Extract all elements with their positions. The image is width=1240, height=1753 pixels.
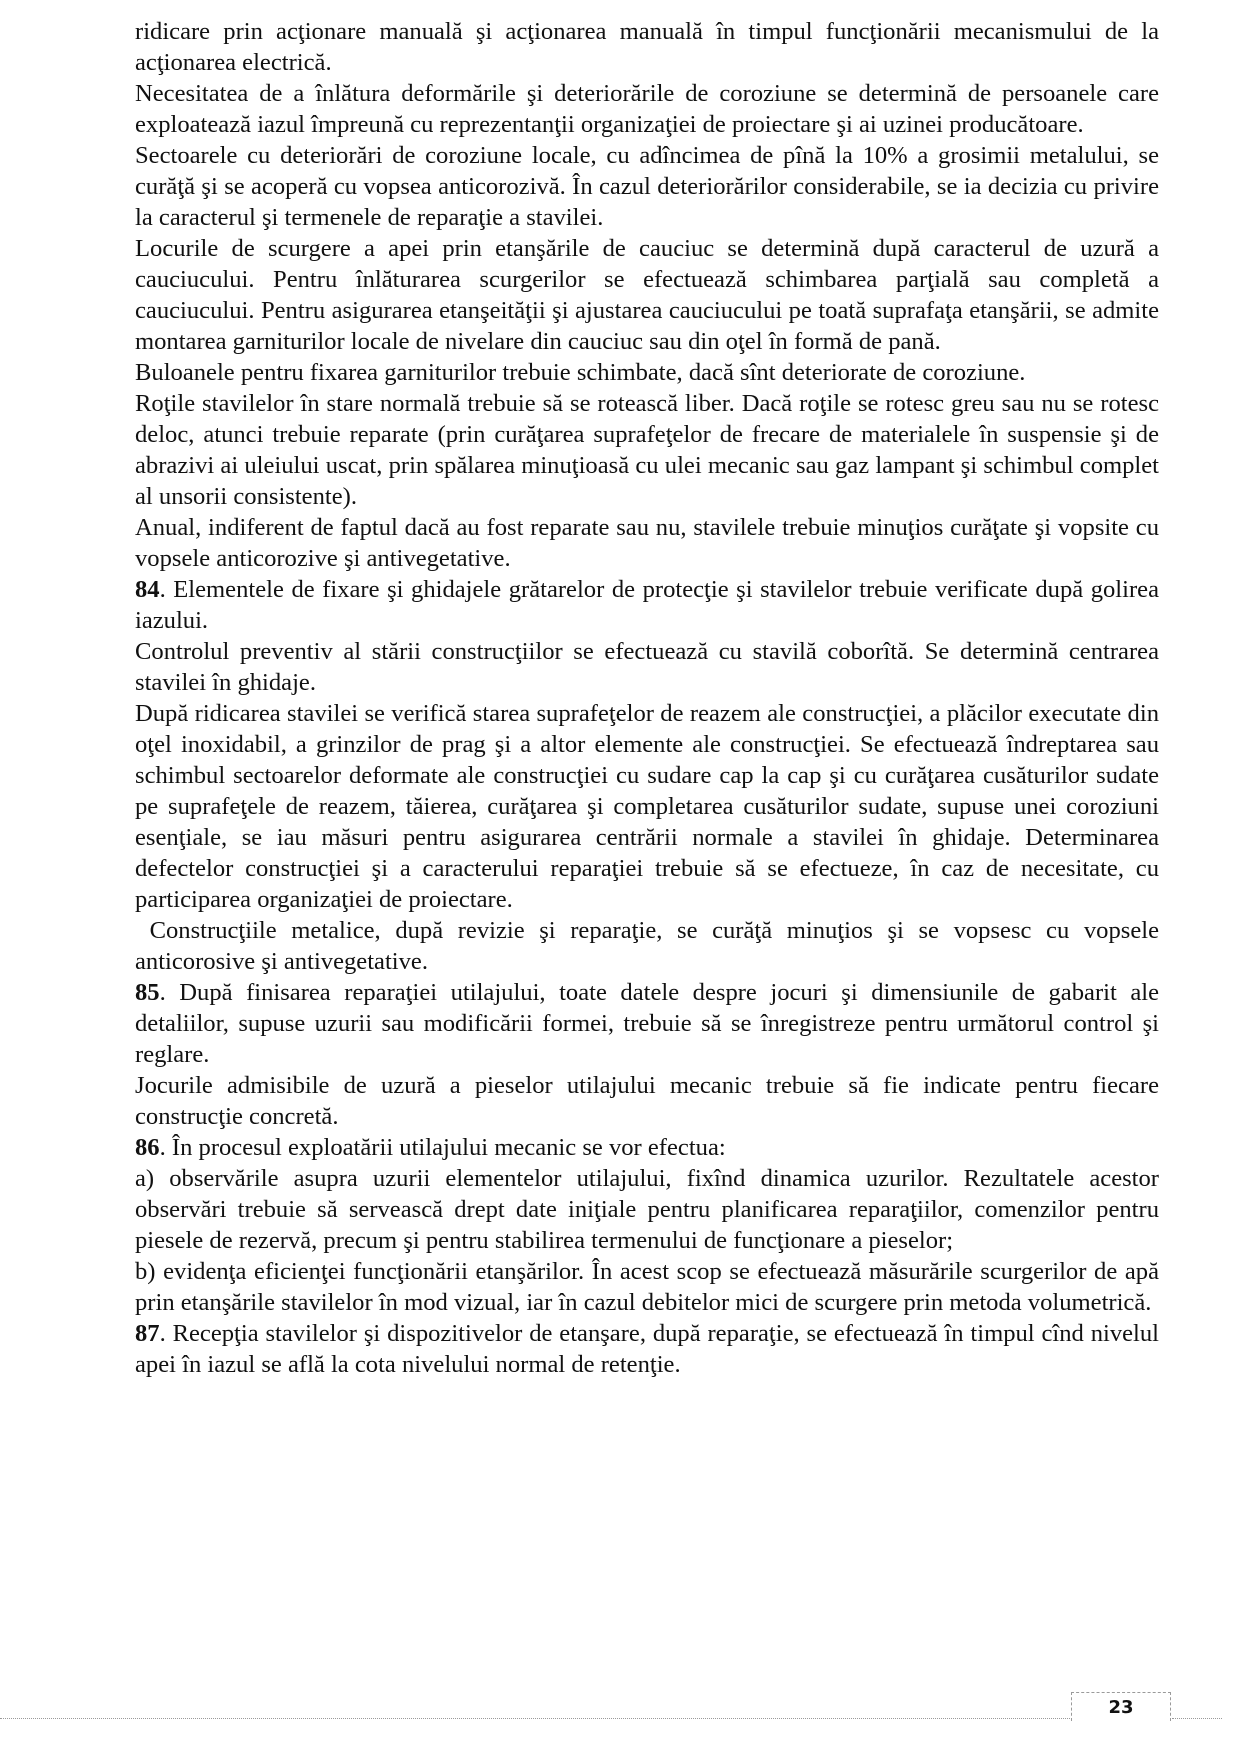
paragraph <box>135 140 1159 233</box>
paragraph <box>135 1163 1159 1256</box>
numbered-paragraph <box>135 574 1159 636</box>
paragraph-text: . Recepţia stavilelor şi dispozitivelor de etanşare, după reparaţie, se efectuează în timpul cînd nivelul apei în iazul se află la cota nivelului normal de retenţie. <box>135 1320 1159 1378</box>
paragraph-text: ridicare prin acţionare manuală şi acţionarea manuală în timpul funcţionării mecanismului de la acţionarea electrică. <box>135 18 1159 76</box>
paragraph-text: . Elementele de fixare şi ghidajele grătarelor de protecţie şi stavilelor trebuie verificate după golirea iazului. <box>135 576 1159 634</box>
paragraph-text: Sectoarele cu deteriorări de coroziune locale, cu adîncimea de pînă la 10% a grosimii metalului, se curăţă şi se acoperă cu vopsea anticorozivă. În cazul deteriorărilor considerabile, se ia decizia cu privire la caracterul şi termenele de reparaţie a stavilei. <box>135 142 1159 231</box>
paragraph <box>135 16 1159 78</box>
paragraph <box>135 698 1159 915</box>
paragraph-text: Jocurile admisibile de uzură a pieselor utilajului mecanic trebuie să fie indicate pentru fiecare construcţie concretă. <box>135 1072 1159 1130</box>
footer-dotted-rule-right <box>1172 1718 1222 1719</box>
paragraph-text: . După finisarea reparaţiei utilajului, toate datele despre jocuri şi dimensiunile de gabarit ale detaliilor, supuse uzurii sau modificării formei, trebuie să se înregistreze pentru următorul control şi reglare. <box>135 979 1159 1068</box>
paragraph-text: Necesitatea de a înlătura deformările şi deteriorările de coroziune se determină de persoanele care exploatează iazul împreună cu reprezentanţii organizaţiei de proiectare şi ai uzinei producătoare. <box>135 80 1159 138</box>
paragraph <box>135 1070 1159 1132</box>
paragraph-text: Locurile de scurgere a apei prin etanşările de cauciuc se determină după caracterul de uzură a cauciucului. Pentru înlăturarea scurgerilor se efectuează schimbarea parţială sau completă a cauciucului. Pentru asigurarea etanşeităţii şi ajustarea cauciucului pe toată suprafaţa etanşării, se admite montarea garniturilor locale de nivelare din cauciuc sau din oţel în formă de pană. <box>135 235 1159 355</box>
numbered-paragraph <box>135 1318 1159 1380</box>
paragraph-text: a) observările asupra uzurii elementelor utilajului, fixînd dinamica uzurilor. Rezultatele acestor observări trebuie să servească drept date iniţiale pentru planificarea reparaţiilor, comenzilor pentru piesele de rezervă, precum şi pentru stabilirea termenului de funcţionare a pieselor; <box>135 1165 1159 1254</box>
paragraph-text: Buloanele pentru fixarea garniturilor trebuie schimbate, dacă sînt deteriorate de coroziune. <box>135 359 1026 386</box>
paragraph <box>135 512 1159 574</box>
paragraph-number: 84 <box>135 576 160 603</box>
paragraph-number: 85 <box>135 979 160 1006</box>
paragraph <box>135 78 1159 140</box>
numbered-paragraph <box>135 977 1159 1070</box>
paragraph <box>135 636 1159 698</box>
paragraph-text: Construcţiile metalice, după revizie şi reparaţie, se curăţă minuţios şi se vopsesc cu vopsele anticorosive şi antivegetative. <box>135 917 1159 975</box>
footer-dotted-rule-left <box>0 1718 1070 1719</box>
paragraph-text: Controlul preventiv al stării construcţiilor se efectuează cu stavilă coborîtă. Se determină centrarea stavilei în ghidaje. <box>135 638 1159 696</box>
paragraph-text: . În procesul exploatării utilajului mecanic se vor efectua: <box>159 1134 726 1161</box>
paragraph <box>135 357 1159 388</box>
paragraph <box>135 233 1159 357</box>
paragraph-text: Roţile stavilelor în stare normală trebuie să se rotească liber. Dacă roţile se rotesc greu sau nu se rotesc deloc, atunci trebuie reparate (prin curăţarea suprafeţelor de frecare de materialele în suspensie şi de abrazivi ai uleiului uscat, prin spălarea minuţioasă cu ulei mecanic sau gaz lampant şi schimbul complet al unsorii consistente). <box>135 390 1159 510</box>
document-body <box>135 16 1159 1380</box>
page-number: 23 <box>1108 1697 1134 1718</box>
page-number-box <box>1071 1692 1171 1721</box>
numbered-paragraph <box>135 1132 1159 1163</box>
paragraph-text: După ridicarea stavilei se verifică starea suprafeţelor de reazem ale construcţiei, a plăcilor executate din oţel inoxidabil, a grinzilor de prag şi a altor elemente ale construcţiei. Se efectuează îndreptarea sau schimbul sectoarelor deformate ale construcţiei cu sudare cap la cap şi cu curăţarea cusăturilor sudate pe suprafeţele de reazem, tăierea, curăţarea şi completarea cusăturilor sudate, supuse unei coroziuni esenţiale, se iau măsuri pentru asigurarea centrării normale a stavilei în ghidaje. Determinarea defectelor construcţiei şi a caracterului reparaţiei trebuie să se efectueze, în caz de necesitate, cu participarea organizaţiei de proiectare. <box>135 700 1159 913</box>
paragraph-text: Anual, indiferent de faptul dacă au fost reparate sau nu, stavilele trebuie minuţios curăţate şi vopsite cu vopsele anticorozive şi antivegetative. <box>135 514 1159 572</box>
paragraph-text: b) evidenţa eficienţei funcţionării etanşărilor. În acest scop se efectuează măsurările scurgerilor de apă prin etanşările stavilelor în mod vizual, iar în cazul debitelor mici de scurgere prin metoda volumetrică. <box>135 1258 1159 1316</box>
paragraph-number: 87 <box>135 1320 160 1347</box>
paragraph <box>135 1256 1159 1318</box>
paragraph <box>135 388 1159 512</box>
paragraph <box>135 915 1159 977</box>
paragraph-number: 86 <box>135 1134 160 1161</box>
